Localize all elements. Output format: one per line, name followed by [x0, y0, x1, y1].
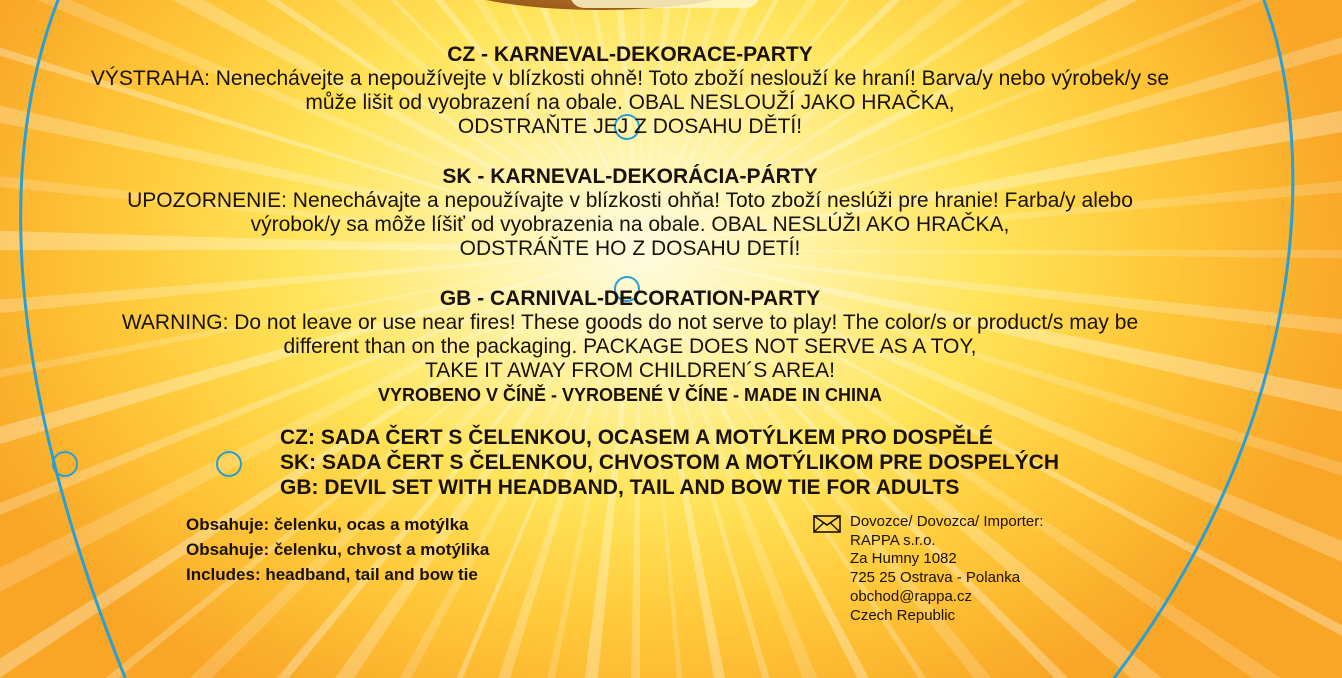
- sk-warning-line: výrobok/y sa môže líšiť od vyobrazenia na obale. OBAL NESLÚŽI AKO HRAČKA,: [250, 213, 1010, 236]
- importer-city: 725 25 Ostrava - Polanka: [850, 569, 1021, 587]
- importer-email: obchod@rappa.cz: [850, 587, 972, 605]
- envelope-icon: [813, 515, 841, 533]
- package-contents: [186, 512, 489, 587]
- importer-company: RAPPA s.r.o.: [850, 531, 936, 549]
- cz-warning-line: ODSTRAŇTE JEJ Z DOSAHU DĚTÍ!: [457, 115, 803, 138]
- gb-warning-line: TAKE IT AWAY FROM CHILDREN´S AREA!: [425, 359, 835, 382]
- product-image-highlight: [570, 0, 760, 8]
- gb-warning-line: WARNING: Do not leave or use near fires! These goods do not serve to play! The color/s or product/s may be: [121, 311, 1139, 334]
- cz-warning-line: VÝSTRAHA: Nenechávejte a nepoužívejte v blízkosti ohně! Toto zboží neslouží ke hraní! Barva/y nebo výrobek/y se: [90, 67, 1170, 90]
- contents-gb: Includes: headband, tail and bow tie: [186, 565, 478, 584]
- cz-warning-block: [0, 43, 1260, 139]
- contents-sk: Obsahuje: čelenku, chvost a motýlika: [186, 540, 490, 559]
- product-name-gb: GB: DEVIL SET WITH HEADBAND, TAIL AND BOW TIE FOR ADULTS: [280, 476, 960, 499]
- product-name-cz: CZ: SADA ČERT S ČELENKOU, OCASEM A MOTÝLKEM PRO DOSPĚLÉ: [280, 426, 993, 449]
- importer-label: Dovozce/ Dovozca/ Importer:: [850, 513, 1044, 530]
- product-name-sk: SK: SADA ČERT S ČELENKOU, CHVOSTOM A MOTÝLIKOM PRE DOSPELÝCH: [280, 451, 1059, 474]
- sk-warning-block: [0, 165, 1260, 261]
- gb-warning-block: [0, 287, 1260, 407]
- sk-warning-line: ODSTRÁŇTE HO Z DOSAHU DETÍ!: [459, 237, 801, 260]
- cz-heading: CZ - KARNEVAL-DEKORACE-PARTY: [447, 43, 813, 66]
- product-names: [280, 425, 1059, 500]
- cz-warning-line: může lišit od vyobrazení na obale. OBAL NESLOUŽÍ JAKO HRAČKA,: [305, 91, 955, 114]
- importer-street: Za Humny 1082: [850, 550, 957, 568]
- importer-address: [850, 513, 1043, 625]
- sk-heading: SK - KARNEVAL-DEKORÁCIA-PÁRTY: [442, 165, 818, 188]
- sk-warning-line: UPOZORNENIE: Nenechávajte a nepoužívajte v blízkosti ohňa! Toto zboží neslúži pre hranie! Farba/y alebo: [127, 189, 1133, 212]
- made-in-line: VYROBENO V ČÍNĚ - VYROBENÉ V ČÍNE - MADE IN CHINA: [377, 385, 883, 405]
- gb-heading: GB - CARNIVAL-DECORATION-PARTY: [439, 287, 821, 310]
- registration-mark: [52, 451, 78, 477]
- registration-mark: [216, 451, 242, 477]
- importer-country: Czech Republic: [850, 606, 956, 624]
- contents-cz: Obsahuje: čelenku, ocas a motýlka: [186, 515, 469, 534]
- gb-warning-line: different than on the packaging. PACKAGE DOES NOT SERVE AS A TOY,: [283, 335, 977, 358]
